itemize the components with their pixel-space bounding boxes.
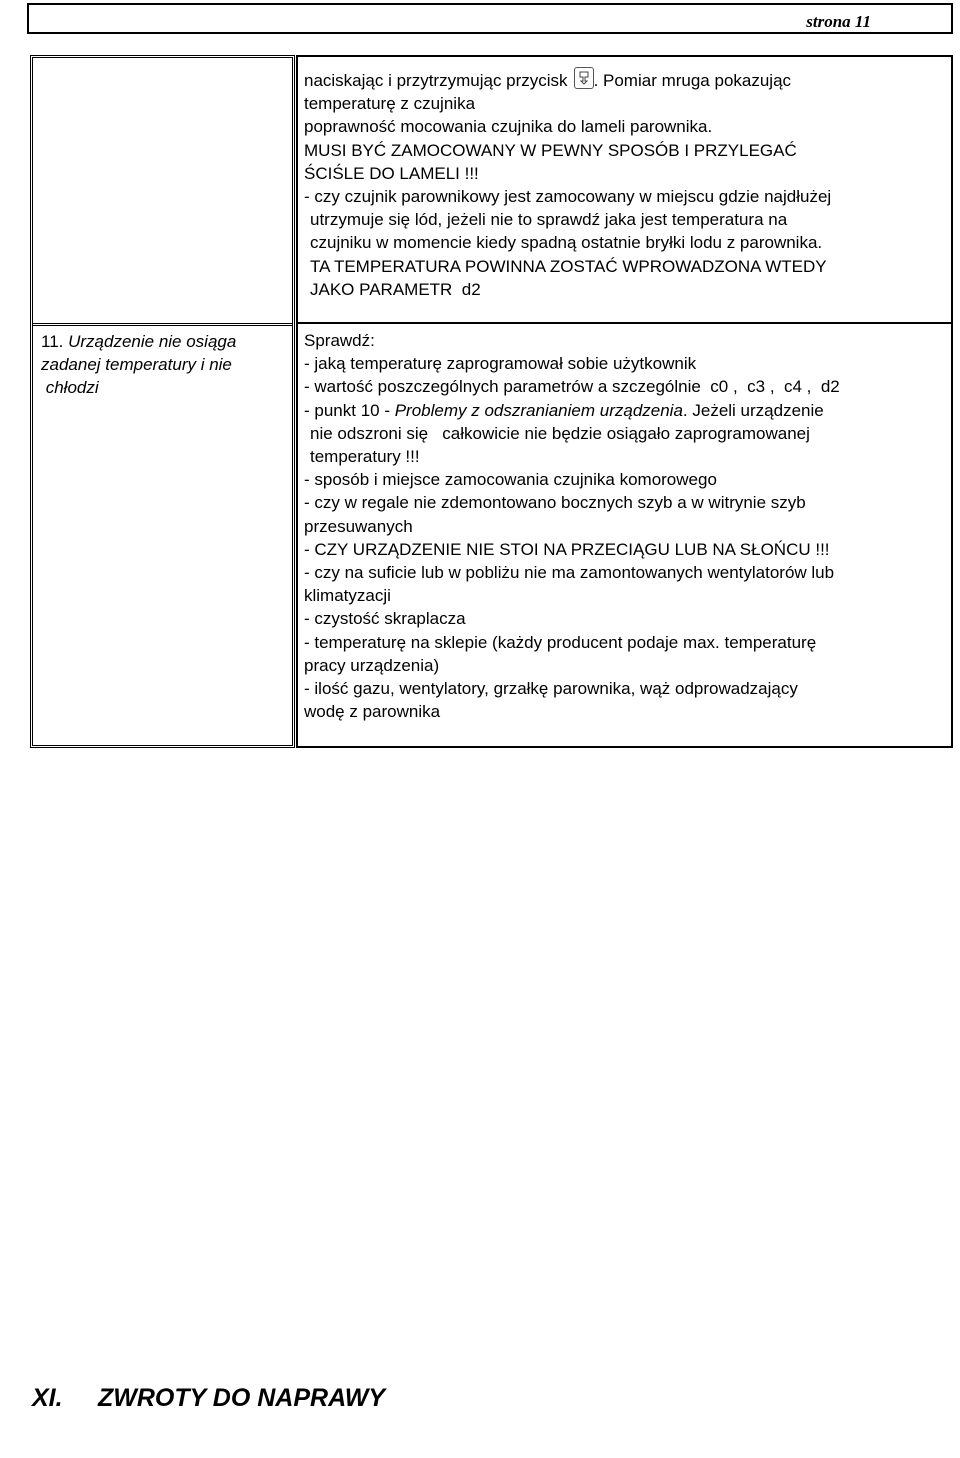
check-line-6: temperatury !!! [310,447,420,467]
problem-line-1: 11. Urządzenie nie osiąga [41,332,237,351]
top-line-1: naciskając i przytrzymując przycisk . Pomiar mruga pokazując [304,67,944,92]
top-line-4: MUSI BYĆ ZAMOCOWANY W PEWNY SPOSÓB I PRZYLEGAĆ [304,140,797,160]
top-line-5: ŚCIŚLE DO LAMELI !!! [304,163,479,183]
check-line-5: nie odszroni się całkowicie nie będzie osiągało zaprogramowanej [310,423,810,443]
check-line-9: przesuwanych [304,516,413,536]
check-line-3: - wartość poszczególnych parametrów a szczególnie c0 , c3 , c4 , d2 [304,377,845,397]
right-column [296,55,953,748]
check-line-4: - punkt 10 - Problemy z odszranianiem urządzenia. Jeżeli urządzenie [304,400,824,420]
check-line-8: - czy w regale nie zdemontowano bocznych szyb a w witrynie szyb [304,493,806,513]
top-line-2: temperaturę z czujnika [304,94,476,114]
check-line-13: - czystość skraplacza [304,609,466,629]
section-heading [32,1384,385,1413]
section-number: XI. [32,1384,63,1412]
top-line-6: - czy czujnik parownikowy jest zamocowany w miejscu gdzie najdłużej [304,187,832,207]
check-line-1: Sprawdź: [304,331,375,350]
top-line-3: poprawność mocowania czujnika do lameli parownika. [304,117,713,137]
row-divider [298,322,951,324]
top-line-7: utrzymuje się lód, jeżeli nie to sprawdź jaka jest temperatura na [310,210,788,230]
top-cell-text [304,67,944,301]
check-line-2: - jaką temperaturę zaprogramował sobie użytkownik [304,354,697,374]
check-line-17: wodę z parownika [304,702,441,722]
top-line-8: czujniku w momencie kiedy spadną ostatnie bryłki lodu z parownika. [310,233,823,253]
check-line-12: klimatyzacji [304,586,391,606]
problem-line-3: chłodzi [41,378,104,398]
problem-description [41,330,291,400]
page-header [27,3,953,34]
check-line-11: - czy na suficie lub w pobliżu nie ma zamontowanych wentylatorów lub [304,563,835,583]
problem-number: 11. [41,332,64,351]
troubleshooting-table [30,55,953,748]
check-line-10: - CZY URZĄDZENIE NIE STOI NA PRZECIĄGU LUB NA SŁOŃCU !!! [304,539,830,559]
section-title: ZWROTY DO NAPRAWY [98,1384,386,1412]
defrost-button-icon [574,67,594,89]
check-line-14: - temperaturę na sklepie (każdy producent podaje max. temperaturę [304,632,817,652]
top-line-9: TA TEMPERATURA POWINNA ZOSTAĆ WPROWADZONA WTEDY [310,256,827,276]
page-number: strona 11 [806,12,871,31]
check-line-7: - sposób i miejsce zamocowania czujnika komorowego [304,470,717,490]
left-column [30,55,295,748]
checklist-text [304,329,944,723]
left-row-divider [33,323,292,326]
problem-line-2: zadanej temperatury i nie [41,355,232,375]
top-line-10: JAKO PARAMETR d2 [310,279,486,299]
check-line-16: - ilość gazu, wentylatory, grzałkę parownika, wąż odprowadzający [304,679,798,699]
check-line-15: pracy urządzenia) [304,655,440,675]
reference-link-text: Problemy z odszranianiem urządzenia [394,400,683,420]
